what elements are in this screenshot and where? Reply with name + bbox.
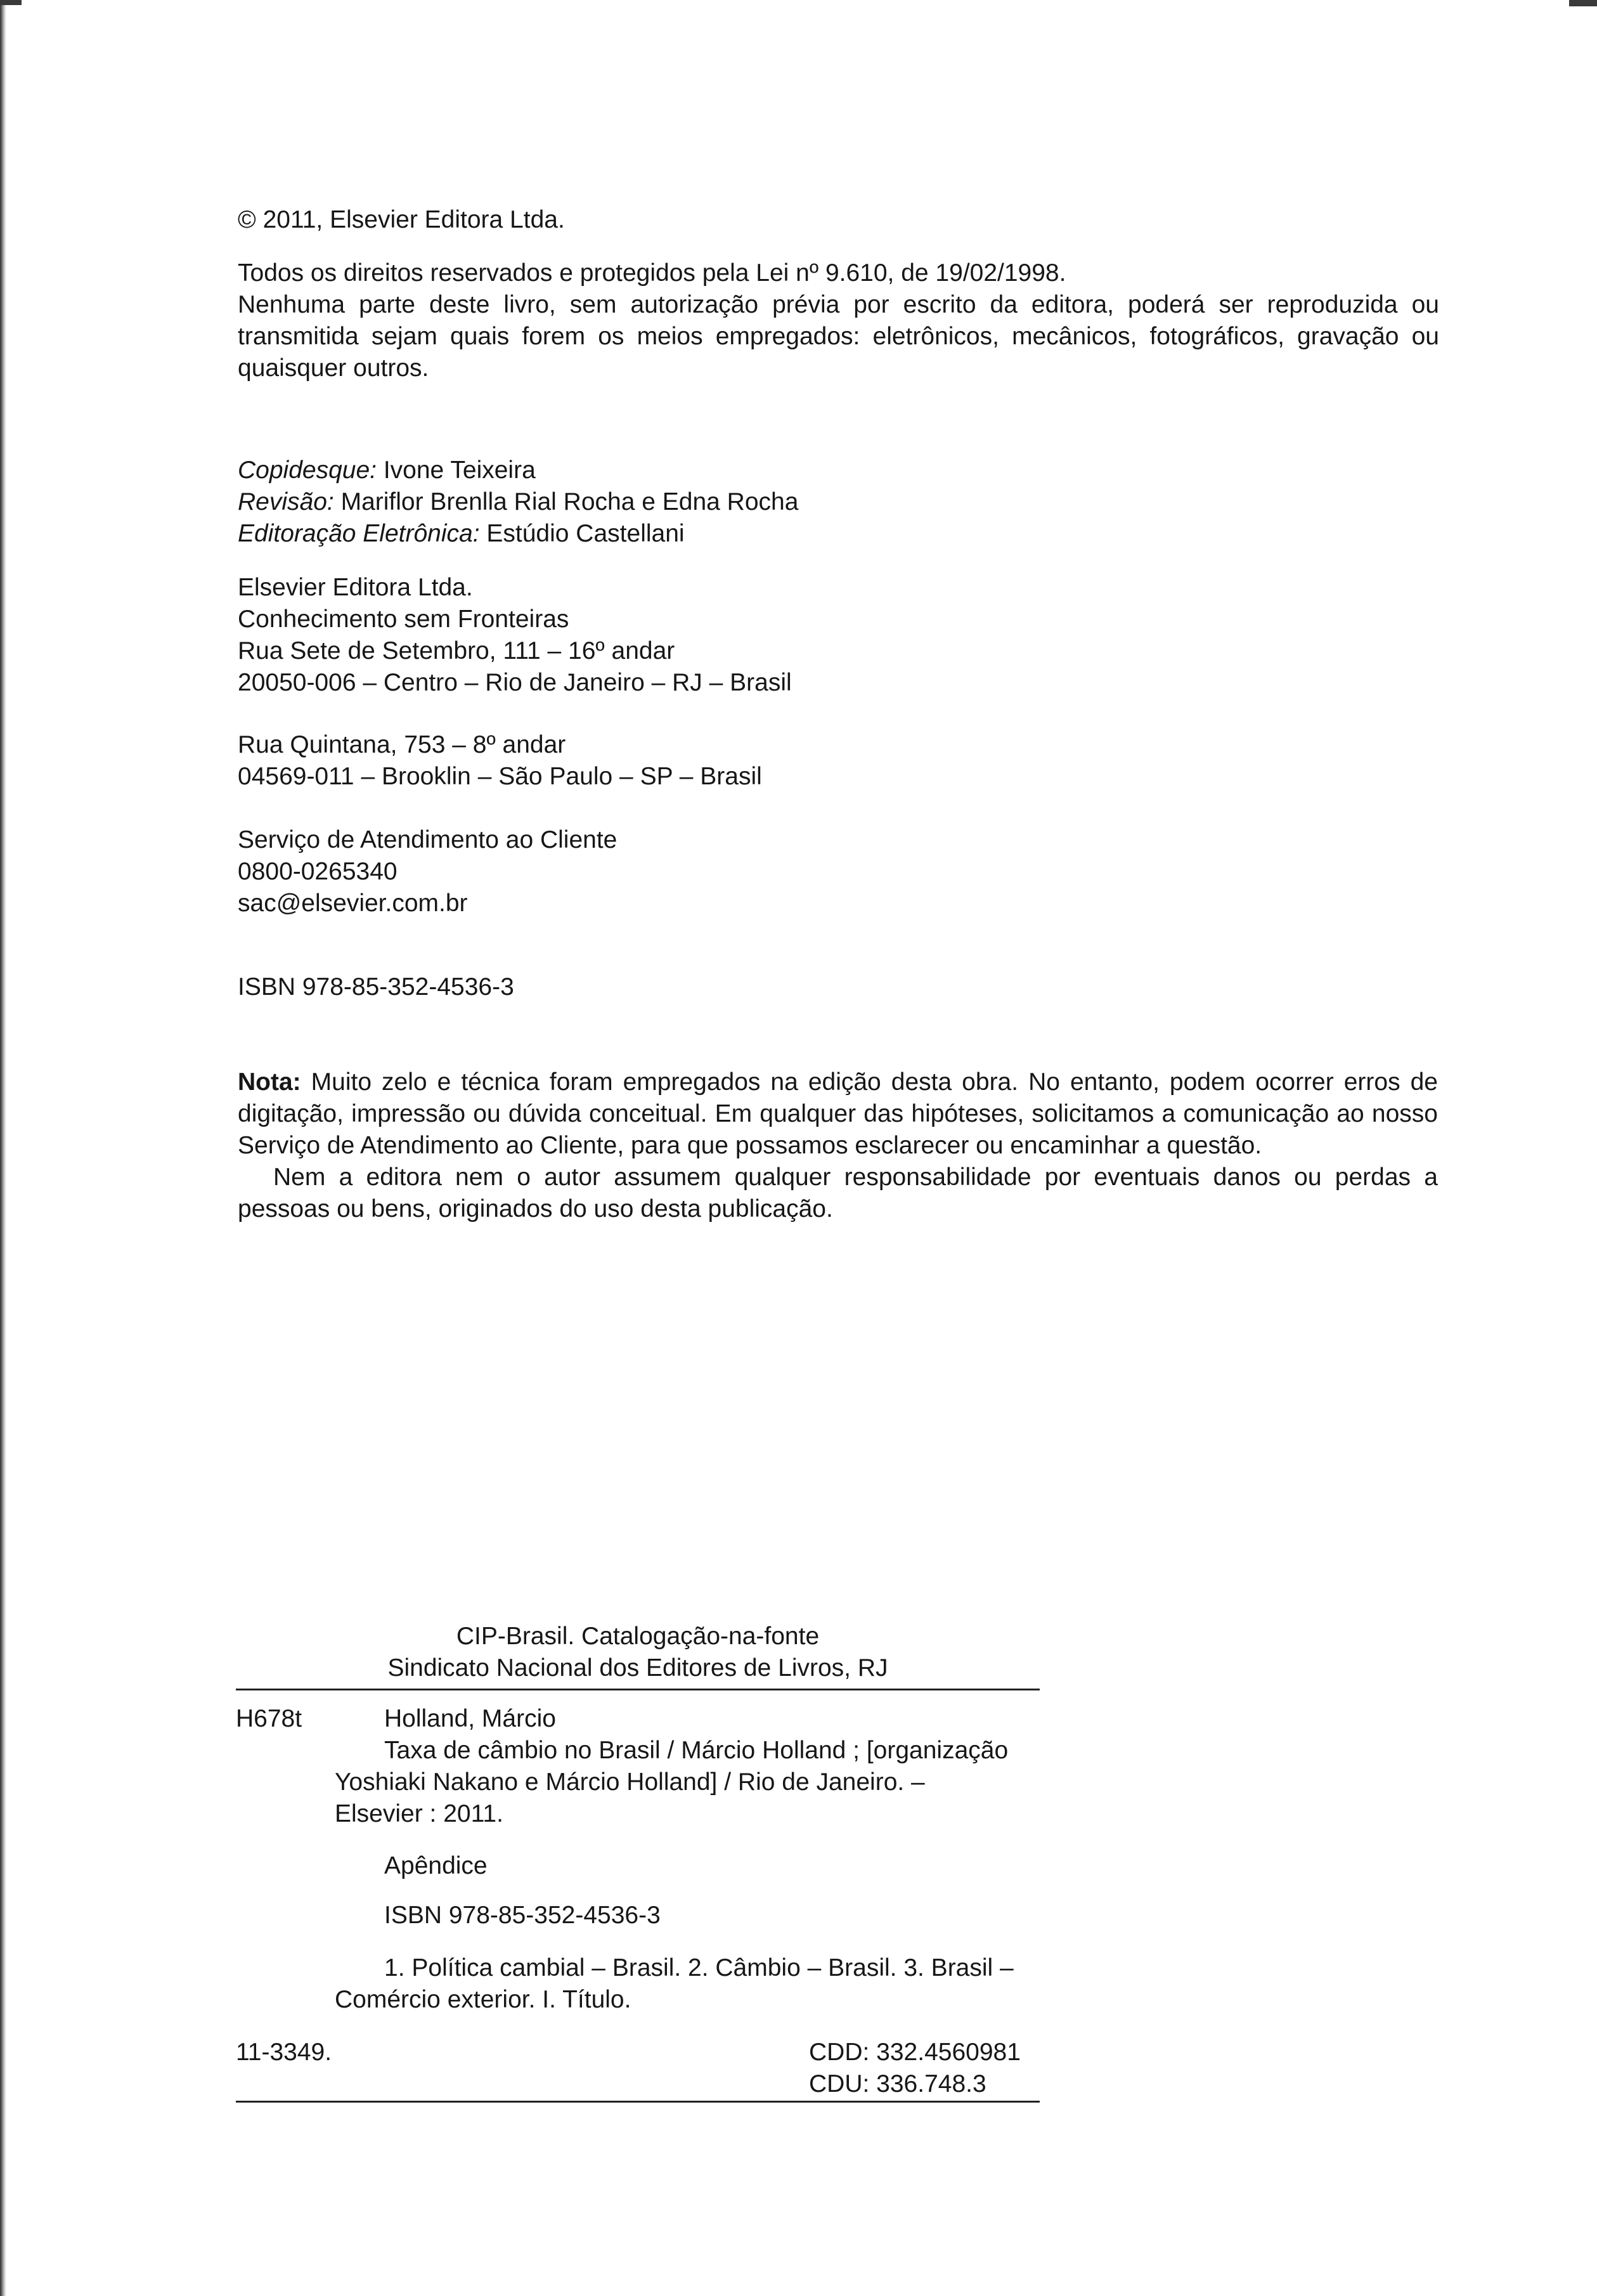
cip-header	[236, 1621, 1040, 1684]
sp-address	[238, 729, 1442, 793]
credit-role: Copidesque:	[238, 457, 377, 484]
cip-header-line-1: CIP-Brasil. Catalogação-na-fonte	[456, 1623, 820, 1650]
cip-title-line-2: Yoshiaki Nakano e Márcio Holland] / Rio de Janeiro. –	[335, 1768, 925, 1796]
cip-bottom-rule	[236, 2101, 1040, 2103]
cip-author: Holland, Márcio	[384, 1705, 556, 1732]
note-paragraph	[238, 1067, 1438, 1225]
credit-copidesque	[238, 455, 1442, 486]
credit-role: Revisão:	[238, 488, 334, 516]
cip-cdd: CDD: 332.4560981	[809, 2039, 1021, 2066]
address-line: 04569-011 – Brooklin – São Paulo – SP – Brasil	[238, 763, 762, 790]
cip-appendix: Apêndice	[384, 1852, 488, 1879]
note-line-1	[238, 1067, 1438, 1098]
address-line: Elsevier Editora Ltda.	[238, 574, 473, 601]
cip-top-rule	[236, 1689, 1040, 1690]
rights-line-2: Nenhuma parte deste livro, sem autorização prévia por escrito da editora, poderá ser reproduzida ou	[238, 291, 1439, 318]
note-line-5: pessoas ou bens, originados do uso desta publicação.	[238, 1195, 833, 1223]
rights-line-3: transmitida sejam quais forem os meios empregados: eletrônicos, mecânicos, fotográficos, gravação ou	[238, 323, 1439, 350]
note-text: Muito zelo e técnica foram empregados na edição desta obra. No entanto, podem ocorrer erros de	[311, 1068, 1438, 1096]
cip-title-line-3: Elsevier : 2011.	[335, 1800, 503, 1827]
cip-subjects-line-1: 1. Política cambial – Brasil. 2. Câmbio – Brasil. 3. Brasil –	[384, 1954, 1014, 1981]
note-line-4: Nem a editora nem o autor assumem qualquer responsabilidade por eventuais danos ou perdas a	[273, 1164, 1438, 1191]
note-line-3: Serviço de Atendimento ao Cliente, para que possamos esclarecer ou encaminhar a questão.	[238, 1132, 1262, 1159]
scan-corner-mark	[0, 0, 22, 5]
service-name: Serviço de Atendimento ao Cliente	[238, 826, 617, 853]
address-line: Rua Sete de Setembro, 111 – 16º andar	[238, 637, 675, 665]
cip-cdu: CDU: 336.748.3	[809, 2070, 986, 2098]
isbn-line	[238, 971, 1442, 1003]
address-line: 20050-006 – Centro – Rio de Janeiro – RJ – Brasil	[238, 669, 792, 696]
address-line: Conhecimento sem Fronteiras	[238, 606, 569, 633]
customer-service	[238, 824, 1442, 919]
credits-block	[238, 455, 1442, 550]
service-phone: 0800-0265340	[238, 858, 398, 885]
scan-corner-mark-right	[1569, 0, 1597, 6]
rights-line-1: Todos os direitos reservados e protegidos pela Lei nº 9.610, de 19/02/1998.	[238, 259, 1066, 287]
credit-name: Ivone Teixeira	[383, 457, 536, 484]
note-line-2: digitação, impressão ou dúvida conceitual. Em qualquer das hipóteses, solicitamos a comunicação ao nosso	[238, 1100, 1438, 1127]
isbn-text: ISBN 978-85-352-4536-3	[238, 973, 514, 1001]
cip-title-line-1: Taxa de câmbio no Brasil / Márcio Holland ; [organização	[384, 1737, 1009, 1764]
rights-line-4: quaisquer outros.	[238, 354, 429, 382]
cip-subjects-line-2: Comércio exterior. I. Título.	[335, 1986, 631, 2013]
copyright-text: © 2011, Elsevier Editora Ltda.	[238, 206, 565, 233]
cip-call-number: H678t	[236, 1705, 302, 1732]
publisher-address	[238, 572, 1442, 699]
credit-role: Editoração Eletrônica:	[238, 520, 480, 547]
cip-record-number: 11-3349.	[236, 2039, 332, 2066]
cip-isbn: ISBN 978-85-352-4536-3	[384, 1902, 661, 1929]
credit-editoracao	[238, 518, 1442, 550]
copyright-line	[238, 204, 1442, 236]
credit-name: Mariflor Brenlla Rial Rocha e Edna Rocha	[340, 488, 799, 516]
rights-paragraph	[238, 257, 1439, 384]
note-label: Nota:	[238, 1068, 301, 1096]
address-line: Rua Quintana, 753 – 8º andar	[238, 731, 566, 758]
scan-edge-left	[0, 0, 6, 2296]
credit-revisao	[238, 486, 1442, 518]
cip-header-line-2: Sindicato Nacional dos Editores de Livros, RJ	[387, 1654, 888, 1682]
credit-name: Estúdio Castellani	[486, 520, 685, 547]
service-email: sac@elsevier.com.br	[238, 890, 468, 917]
